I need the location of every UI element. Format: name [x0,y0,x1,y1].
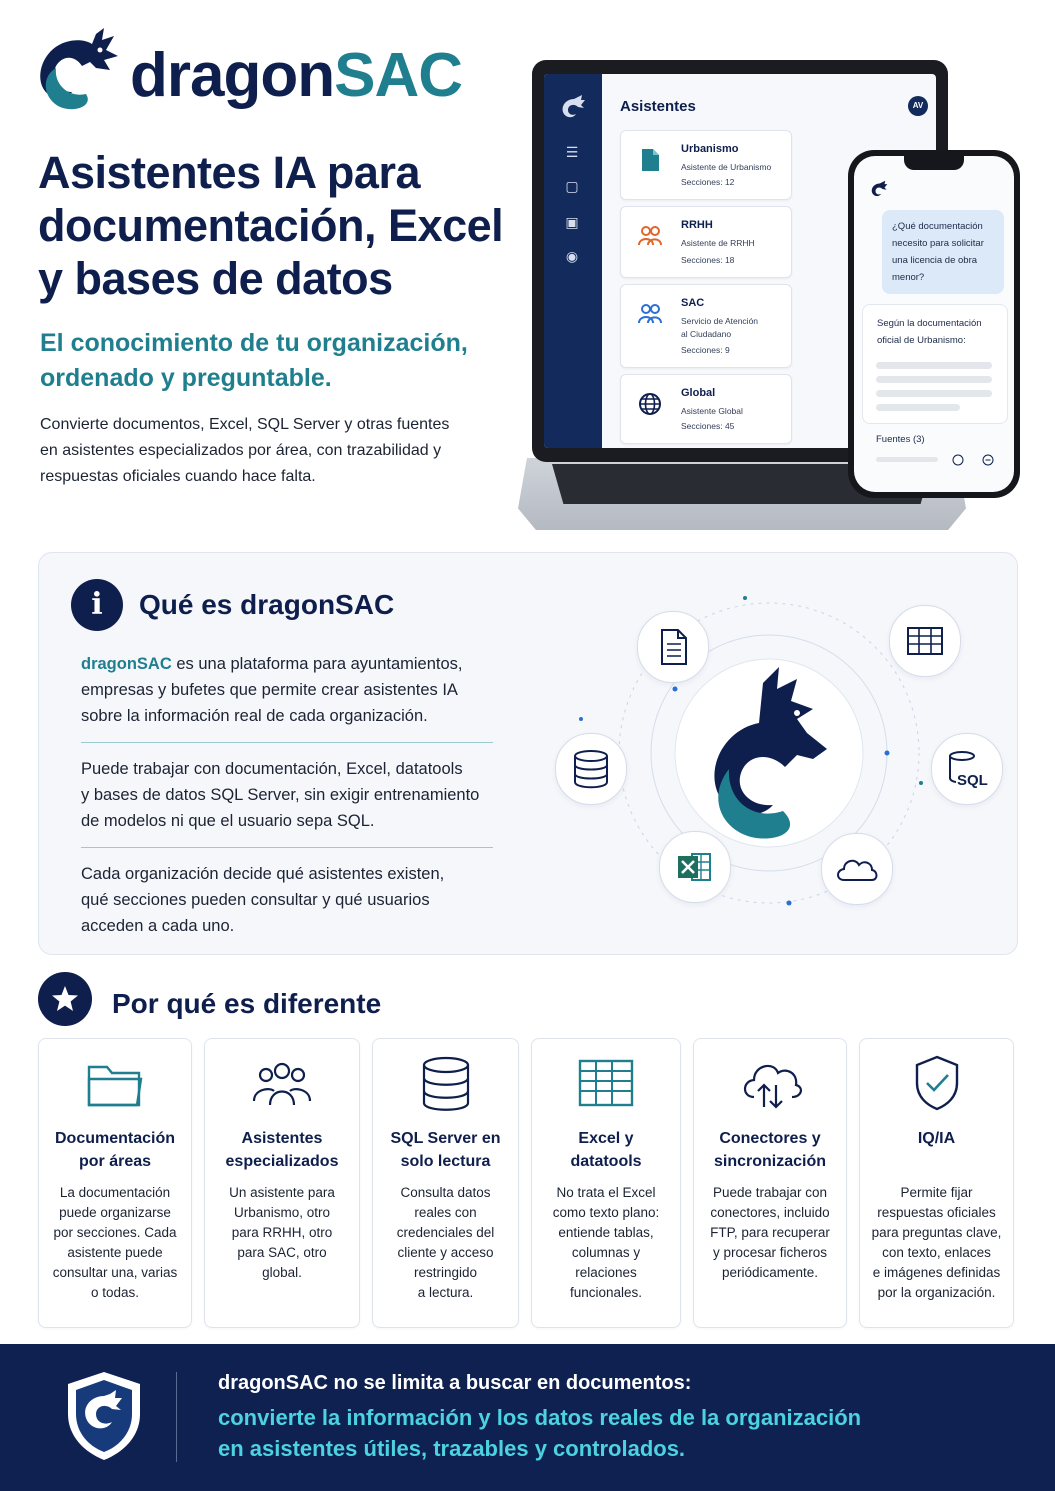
chat-answer-bubble: Según la documentación oficial de Urbanismo: [862,304,1008,424]
users-icon [637,301,663,327]
feature-title: Documentación por áreas [54,1130,175,1170]
hero-intro: Convierte documentos, Excel, SQL Server y otras fuentes en asistentes especializados por área, con trazabilidad y respuestas oficiales cuando hace falta. [40,416,450,485]
card-desc: Asistente de RRHH [681,238,755,248]
cloud-sync-icon [736,1053,804,1115]
sidebar-logo-icon [560,94,586,120]
answer-placeholder-line [876,376,992,383]
card-sections: Secciones: 45 [681,421,735,431]
sidebar-doc-icon[interactable]: ▢ [565,178,579,194]
card-sections: Secciones: 12 [681,177,735,187]
card-sections: Secciones: 9 [681,345,730,355]
feature-title: SQL Server en solo lectura [390,1130,501,1170]
answer-placeholder-line [876,404,960,411]
footer-separator [176,1372,177,1462]
brand-name: dragonSAC [130,41,463,110]
why-title: Por qué es diferente [112,988,382,1019]
table-icon [890,606,960,676]
card-name: Global [681,387,716,399]
answer-placeholder-line [876,390,992,397]
phone-notch [904,156,964,170]
what-paragraph-1: dragonSAC es una plataforma para ayuntamientos, empresas y bufetes que permite crear asistentes IA sobre la información real de cada organización. [81,655,463,725]
sources-label[interactable]: Fuentes (3) [876,434,925,445]
feature-desc: No trata el Excel como texto plano: entiende tablas, columnas y relaciones funcionales. [552,1185,660,1300]
card-desc: Asistente Global [681,406,743,416]
feature-desc: La documentación puede organizarse por secciones. Cada asistente puede consultar una, varias o todas. [52,1185,178,1300]
feature-title: Excel y datatools [570,1130,642,1170]
chat-question-bubble: ¿Qué documentación necesito para solicitar una licencia de obra menor? [882,210,1004,294]
diagram-node-table [889,605,961,677]
feature-card-conectores [693,1038,847,1328]
hero-title: Asistentes IA para documentación, Excel y bases de datos [38,147,504,304]
card-name: RRHH [681,219,713,231]
card-name: Urbanismo [681,143,739,155]
hero-subtitle: El conocimiento de tu organización, ordenado y preguntable. [40,329,468,392]
cloud-icon [822,834,892,904]
phone-mockup [848,150,1020,498]
card-name: SAC [681,297,705,309]
feature-desc: Un asistente para Urbanismo, otro para RRHH, otro para SAC, otro global. [229,1185,335,1280]
feature-card-sql [372,1038,519,1328]
avatar[interactable]: AV [908,96,928,116]
feature-desc: Puede trabajar con conectores, incluido FTP, para recuperar y procesar ficheros periódicamente. [710,1185,830,1280]
folder-icon [81,1053,149,1115]
feature-desc: Permite fijar respuestas oficiales para preguntas clave, con texto, enlaces e imágenes definidas por la organización. [871,1185,1002,1300]
assistant-card-sac[interactable] [620,284,792,368]
card-desc: Servicio de Atención al Ciudadano [681,316,759,339]
feature-card-documentacion [38,1038,192,1328]
what-paragraph-3: Cada organización decide qué asistentes existen, qué secciones pueden consultar y qué usuarios acceden a cada uno. [81,865,445,935]
divider [81,847,493,848]
sql-database-icon [932,734,1002,804]
sidebar-list-icon[interactable]: ☰ [565,144,579,160]
assistant-card-global[interactable] [620,374,792,444]
card-desc: Asistente de Urbanismo [681,162,772,172]
card-sections: Secciones: 18 [681,255,735,265]
excel-icon [660,832,730,902]
assistants-title: Asistentes [620,98,696,115]
feature-card-iqia [859,1038,1014,1328]
diagram-node-excel [659,831,731,903]
sidebar-user-icon[interactable]: ◉ [565,248,579,264]
input-placeholder-line [876,457,938,462]
what-paragraph-2: Puede trabajar con documentación, Excel, datatools y bases de datos SQL Server, sin exigir entrenamiento de modelos ni que el usuario sepa SQL. [81,760,480,830]
assistant-card-urbanismo[interactable] [620,130,792,200]
spreadsheet-icon [572,1053,640,1115]
feature-title: Conectores y sincronización [713,1130,827,1170]
feature-title: IQ/IA [917,1130,956,1147]
brand-logo [34,26,504,122]
assistant-card-rrhh[interactable] [620,206,792,278]
diagram-node-document [637,611,709,683]
database-icon [412,1053,480,1115]
database-icon [556,734,626,804]
footer-line-1: dragonSAC no se limita a buscar en documentos: [218,1372,692,1394]
team-icon [248,1053,316,1115]
feature-card-excel [531,1038,681,1328]
footer-line-2: convierte la información y los datos reales de la organización en asistentes útiles, trazables y controlados. [218,1405,862,1461]
answer-placeholder-line [876,362,992,369]
divider [81,742,493,743]
sidebar-sheet-icon[interactable]: ▣ [565,214,579,230]
feature-desc: Consulta datos reales con credenciales del cliente y acceso restringido a lectura. [396,1185,495,1300]
people-icon [637,223,663,249]
phone-logo-icon [870,180,888,198]
diagram-node-database [555,733,627,805]
sql-label: SQL [957,772,988,789]
attach-icon[interactable] [952,454,964,466]
what-is-title: Qué es dragonSAC [139,589,395,620]
document-icon [637,147,663,173]
dragon-logo-icon [34,26,120,116]
phone-screen [854,156,1014,492]
sources-diagram [551,583,988,923]
star-icon [38,972,92,1026]
document-icon [638,612,708,682]
shield-check-icon [903,1053,971,1115]
shield-logo-icon [64,1370,144,1462]
feature-title: Asistentes especializados [225,1130,339,1170]
footer-banner [0,1344,1055,1491]
info-icon: i [71,579,123,631]
diagram-node-cloud [821,833,893,905]
feature-card-asistentes [204,1038,360,1328]
globe-icon [637,391,663,417]
diagram-node-sql [931,733,1003,805]
app-sidebar [544,74,602,448]
what-is-section [38,552,1018,955]
send-icon[interactable] [982,454,994,466]
